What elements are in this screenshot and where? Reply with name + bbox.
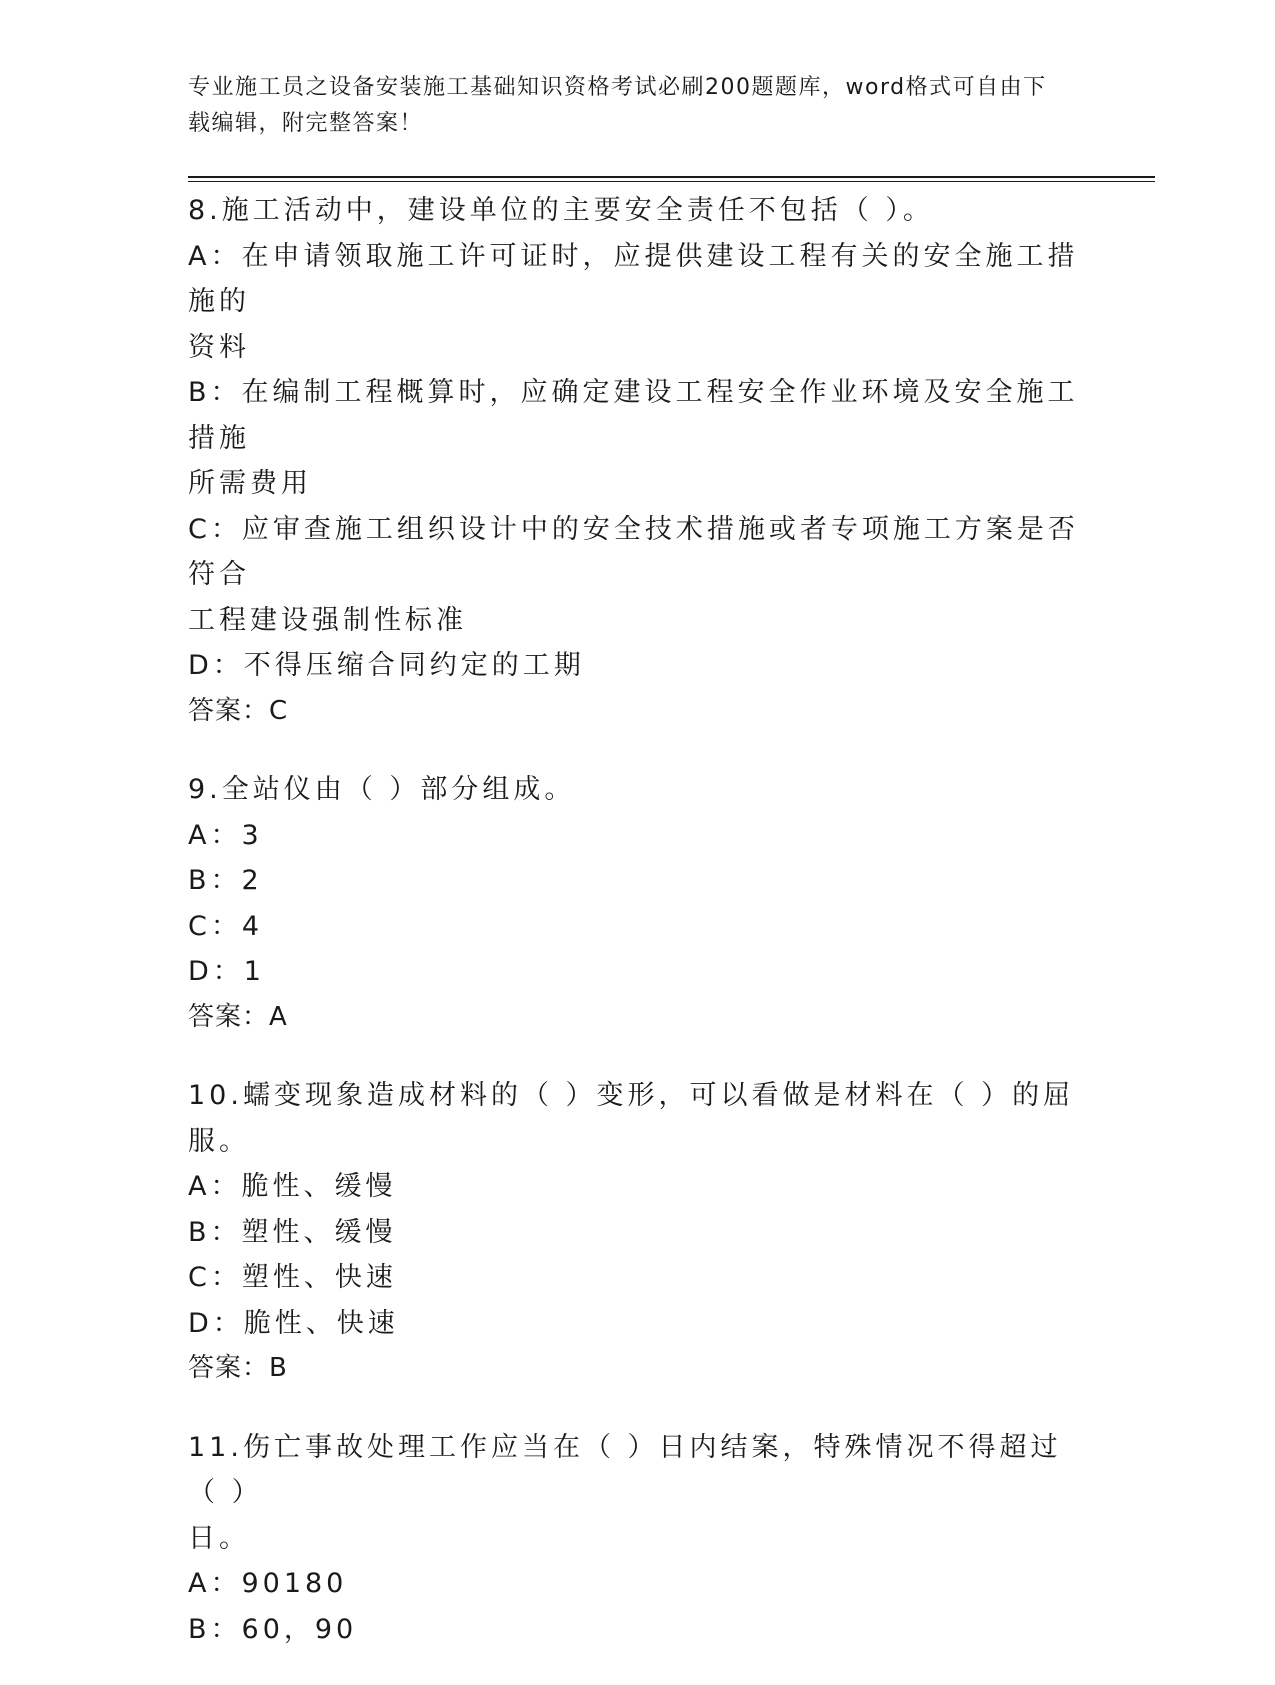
option-b-line-1: B：在编制工程概算时，应确定建设工程安全作业环境及安全施工措施 xyxy=(188,377,1079,454)
option-d: D：1 xyxy=(188,956,265,987)
option-b: B：塑性、缓慢 xyxy=(188,1216,397,1248)
option-b: B：2 xyxy=(188,865,263,896)
document-header xyxy=(188,70,1068,142)
option-a: A：90180 xyxy=(188,1568,348,1599)
header-rule-thin xyxy=(188,181,1155,182)
option-c: C：4 xyxy=(188,910,264,942)
question-stem-line-1: 11.伤亡事故处理工作应当在（ ）日内结案，特殊情况不得超过（ ） xyxy=(188,1431,1062,1508)
option-a: A：脆性、缓慢 xyxy=(188,1171,397,1202)
option-a: A：3 xyxy=(188,819,263,851)
question-stem: 8.施工活动中，建设单位的主要安全责任不包括（ ）。 xyxy=(188,195,934,226)
answer: 答案：B xyxy=(188,1353,288,1383)
question-9 xyxy=(188,767,1088,1040)
question-11 xyxy=(188,1425,1088,1653)
answer: 答案：A xyxy=(188,1001,288,1032)
option-a-line-1: A：在申请领取施工许可证时，应提供建设工程有关的安全施工措施的 xyxy=(188,240,1079,317)
option-d: D：不得压缩合同约定的工期 xyxy=(188,650,585,681)
question-stem-line-2: 日。 xyxy=(188,1522,250,1554)
option-d: D：脆性、快速 xyxy=(188,1307,399,1339)
question-8 xyxy=(188,188,1088,734)
option-c-line-2: 工程建设强制性标准 xyxy=(188,604,467,636)
option-a-line-2: 资料 xyxy=(188,331,250,363)
option-b-line-2: 所需费用 xyxy=(188,468,312,499)
option-c-line-1: C：应审查施工组织设计中的安全技术措施或者专项施工方案是否符合 xyxy=(188,513,1079,590)
option-c: C：塑性、快速 xyxy=(188,1262,397,1293)
option-b: B：60，90 xyxy=(188,1613,358,1645)
header-title: 专业施工员之设备安装施工基础知识资格考试必刷200题题库，word格式可自由下载编辑，附完整答案！ xyxy=(188,75,1047,136)
question-stem: 9.全站仪由（ ）部分组成。 xyxy=(188,774,576,805)
question-stem: 10.蠕变现象造成材料的（ ）变形，可以看做是材料在（ ）的屈服。 xyxy=(188,1080,1075,1157)
header-rule-thick xyxy=(188,176,1155,178)
question-list xyxy=(188,188,1088,1685)
question-10 xyxy=(188,1073,1088,1392)
answer: 答案：C xyxy=(188,695,289,726)
